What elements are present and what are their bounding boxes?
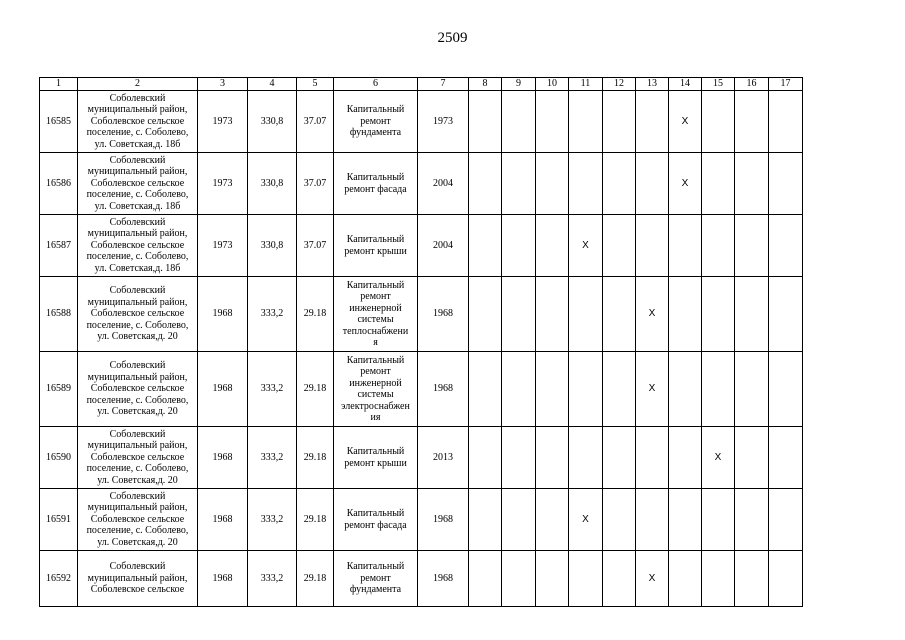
empty-cell bbox=[669, 489, 702, 551]
address-cell-line: Соболевское сельское bbox=[90, 177, 185, 189]
work-type-cell bbox=[334, 277, 418, 352]
work-type-cell-line: ремонт bbox=[360, 366, 391, 377]
empty-cell bbox=[536, 277, 569, 352]
address-cell-line: поселение, с. Соболево, bbox=[86, 463, 189, 475]
address-cell-line: муниципальный район, bbox=[87, 228, 188, 240]
work-type-cell-line: фундамента bbox=[349, 127, 402, 139]
header-cell: 10 bbox=[536, 78, 569, 91]
mark-cell: X bbox=[702, 427, 735, 489]
table-row bbox=[40, 352, 803, 427]
work-year-cell: 2013 bbox=[418, 427, 469, 489]
address-cell bbox=[78, 91, 198, 153]
address-cell bbox=[78, 551, 198, 607]
address-cell-line: Соболевское сельское bbox=[90, 115, 185, 127]
table-row bbox=[40, 153, 803, 215]
area-cell: 333,2 bbox=[248, 427, 297, 489]
year-cell: 1968 bbox=[198, 489, 248, 551]
empty-cell bbox=[569, 153, 603, 215]
wear-cell: 37.07 bbox=[297, 153, 334, 215]
address-cell-line: Соболевское сельское bbox=[90, 308, 185, 320]
address-cell-line: Соболевское сельское bbox=[90, 451, 185, 463]
empty-cell bbox=[569, 352, 603, 427]
empty-cell bbox=[469, 91, 502, 153]
header-cell: 1 bbox=[40, 78, 78, 91]
header-cell: 14 bbox=[669, 78, 702, 91]
empty-cell bbox=[536, 352, 569, 427]
table-row bbox=[40, 551, 803, 607]
work-type-cell bbox=[334, 91, 418, 153]
address-cell-line: Соболевский bbox=[109, 561, 166, 573]
work-year-cell: 1973 bbox=[418, 91, 469, 153]
address-cell-line: поселение, с. Соболево, bbox=[86, 127, 189, 139]
empty-cell bbox=[603, 489, 636, 551]
address-cell-line: поселение, с. Соболево, bbox=[86, 189, 189, 201]
address-cell-line: муниципальный район, bbox=[87, 502, 188, 514]
address-cell-line: Соболевский bbox=[109, 428, 166, 440]
empty-cell bbox=[536, 489, 569, 551]
work-type-cell-line: фундамента bbox=[349, 584, 402, 596]
empty-cell bbox=[536, 551, 569, 607]
address-cell bbox=[78, 215, 198, 277]
empty-cell bbox=[536, 91, 569, 153]
work-type-cell-line: ремонт bbox=[360, 572, 391, 584]
address-cell-line: поселение, с. Соболево, bbox=[86, 525, 189, 537]
empty-cell bbox=[769, 551, 803, 607]
header-cell: 5 bbox=[297, 78, 334, 91]
work-year-cell: 1968 bbox=[418, 489, 469, 551]
address-cell-line: Соболевский bbox=[109, 216, 166, 228]
work-type-cell-line: я bbox=[373, 337, 378, 348]
empty-cell bbox=[469, 277, 502, 352]
empty-cell bbox=[603, 215, 636, 277]
address-cell-line: поселение, с. Соболево, bbox=[86, 394, 189, 406]
empty-cell bbox=[603, 91, 636, 153]
wear-cell: 29.18 bbox=[297, 427, 334, 489]
area-cell: 333,2 bbox=[248, 352, 297, 427]
address-cell-line: Соболевское сельское bbox=[90, 239, 185, 251]
work-type-cell bbox=[334, 427, 418, 489]
header-cell: 12 bbox=[603, 78, 636, 91]
empty-cell bbox=[735, 352, 769, 427]
row-id-cell: 16588 bbox=[40, 277, 78, 352]
work-year-cell: 1968 bbox=[418, 551, 469, 607]
wear-cell: 29.18 bbox=[297, 352, 334, 427]
empty-cell bbox=[469, 153, 502, 215]
work-type-cell-line: Капитальный bbox=[346, 508, 405, 519]
row-id-cell: 16587 bbox=[40, 215, 78, 277]
address-cell-line: ул. Советская,д. 18б bbox=[94, 262, 181, 274]
empty-cell bbox=[702, 551, 735, 607]
empty-cell bbox=[702, 91, 735, 153]
mark-cell: X bbox=[636, 277, 669, 352]
work-type-cell-line: инженерной bbox=[349, 377, 402, 389]
header-cell: 11 bbox=[569, 78, 603, 91]
mark-cell: X bbox=[569, 215, 603, 277]
wear-cell: 29.18 bbox=[297, 489, 334, 551]
page-number: 2509 bbox=[437, 30, 468, 46]
address-cell-line: ул. Советская,д. 18б bbox=[94, 138, 181, 150]
empty-cell bbox=[636, 489, 669, 551]
address-cell-line: Соболевский bbox=[109, 360, 166, 372]
work-year-cell: 2004 bbox=[418, 153, 469, 215]
register-table bbox=[39, 77, 803, 607]
mark-cell: X bbox=[636, 352, 669, 427]
address-cell bbox=[78, 277, 198, 352]
work-type-cell-line: Капитальный bbox=[346, 104, 405, 116]
row-id-cell: 16592 bbox=[40, 551, 78, 607]
empty-cell bbox=[502, 551, 536, 607]
address-cell-line: муниципальный район, bbox=[87, 296, 188, 308]
empty-cell bbox=[469, 489, 502, 551]
empty-cell bbox=[735, 551, 769, 607]
work-type-cell-line: ремонт фасада bbox=[344, 519, 407, 531]
address-cell-line: ул. Советская,д. 20 bbox=[97, 331, 178, 343]
area-cell: 333,2 bbox=[248, 489, 297, 551]
empty-cell bbox=[769, 91, 803, 153]
year-cell: 1968 bbox=[198, 427, 248, 489]
table-row bbox=[40, 91, 803, 153]
address-cell-line: поселение, с. Соболево, bbox=[86, 251, 189, 263]
work-type-cell bbox=[334, 215, 418, 277]
header-cell: 4 bbox=[248, 78, 297, 91]
address-cell bbox=[78, 489, 198, 551]
row-id-cell: 16590 bbox=[40, 427, 78, 489]
empty-cell bbox=[769, 489, 803, 551]
empty-cell bbox=[636, 215, 669, 277]
year-cell: 1973 bbox=[198, 215, 248, 277]
address-cell-line: муниципальный район, bbox=[87, 166, 188, 178]
address-cell-line: Соболевский bbox=[109, 154, 166, 166]
empty-cell bbox=[469, 352, 502, 427]
mark-cell: X bbox=[636, 551, 669, 607]
address-cell-line: Соболевский bbox=[109, 285, 166, 297]
address-cell bbox=[78, 427, 198, 489]
address-cell-line: Соболевский bbox=[109, 490, 166, 502]
work-type-cell-line: Капитальный bbox=[346, 446, 405, 457]
empty-cell bbox=[502, 277, 536, 352]
work-type-cell-line: системы bbox=[357, 389, 394, 400]
work-year-cell: 2004 bbox=[418, 215, 469, 277]
address-cell-line: поселение, с. Соболево, bbox=[86, 319, 189, 331]
empty-cell bbox=[702, 277, 735, 352]
empty-cell bbox=[536, 427, 569, 489]
header-cell: 17 bbox=[769, 78, 803, 91]
address-cell-line: муниципальный район, bbox=[87, 104, 188, 116]
empty-cell bbox=[502, 352, 536, 427]
empty-cell bbox=[669, 277, 702, 352]
area-cell: 330,8 bbox=[248, 215, 297, 277]
work-type-cell-line: ия bbox=[370, 412, 381, 423]
address-cell-line: ул. Советская,д. 20 bbox=[97, 474, 178, 486]
area-cell: 333,2 bbox=[248, 277, 297, 352]
area-cell: 330,8 bbox=[248, 153, 297, 215]
empty-cell bbox=[536, 215, 569, 277]
work-type-cell-line: Капитальный bbox=[346, 354, 405, 366]
empty-cell bbox=[669, 352, 702, 427]
work-type-cell bbox=[334, 551, 418, 607]
table-row bbox=[40, 427, 803, 489]
mark-cell: X bbox=[569, 489, 603, 551]
empty-cell bbox=[469, 215, 502, 277]
header-cell: 2 bbox=[78, 78, 198, 91]
work-type-cell-line: Капитальный bbox=[346, 172, 405, 183]
empty-cell bbox=[502, 489, 536, 551]
work-type-cell bbox=[334, 153, 418, 215]
row-id-cell: 16591 bbox=[40, 489, 78, 551]
year-cell: 1968 bbox=[198, 551, 248, 607]
empty-cell bbox=[603, 277, 636, 352]
address-cell-line: муниципальный район, bbox=[87, 440, 188, 452]
empty-cell bbox=[769, 215, 803, 277]
empty-cell bbox=[702, 215, 735, 277]
empty-cell bbox=[569, 277, 603, 352]
header-cell: 9 bbox=[502, 78, 536, 91]
empty-cell bbox=[502, 427, 536, 489]
wear-cell: 37.07 bbox=[297, 215, 334, 277]
table-row bbox=[40, 277, 803, 352]
empty-cell bbox=[569, 551, 603, 607]
address-cell-line: муниципальный район, bbox=[87, 572, 188, 584]
area-cell: 330,8 bbox=[248, 91, 297, 153]
work-type-cell-line: электроснабжен bbox=[341, 400, 410, 412]
empty-cell bbox=[502, 91, 536, 153]
address-cell bbox=[78, 153, 198, 215]
work-type-cell-line: ремонт bbox=[360, 291, 391, 302]
empty-cell bbox=[735, 427, 769, 489]
work-type-cell-line: системы bbox=[357, 314, 394, 325]
empty-cell bbox=[735, 153, 769, 215]
wear-cell: 29.18 bbox=[297, 277, 334, 352]
empty-cell bbox=[603, 352, 636, 427]
empty-cell bbox=[603, 153, 636, 215]
work-year-cell: 1968 bbox=[418, 352, 469, 427]
empty-cell bbox=[702, 489, 735, 551]
empty-cell bbox=[469, 551, 502, 607]
wear-cell: 37.07 bbox=[297, 91, 334, 153]
empty-cell bbox=[735, 215, 769, 277]
header-cell: 3 bbox=[198, 78, 248, 91]
row-id-cell: 16585 bbox=[40, 91, 78, 153]
empty-cell bbox=[636, 153, 669, 215]
mark-cell: X bbox=[669, 91, 702, 153]
empty-cell bbox=[603, 427, 636, 489]
address-cell bbox=[78, 352, 198, 427]
empty-cell bbox=[636, 91, 669, 153]
header-cell: 16 bbox=[735, 78, 769, 91]
year-cell: 1968 bbox=[198, 352, 248, 427]
work-type-cell-line: Капитальный bbox=[346, 279, 405, 291]
header-cell: 6 bbox=[334, 78, 418, 91]
empty-cell bbox=[769, 153, 803, 215]
empty-cell bbox=[502, 153, 536, 215]
work-type-cell-line: теплоснабжени bbox=[342, 325, 409, 337]
empty-cell bbox=[735, 489, 769, 551]
work-type-cell-line: ремонт крыши bbox=[344, 457, 407, 469]
work-type-cell-line: Капитальный bbox=[346, 561, 405, 573]
address-cell-line: Соболевский bbox=[109, 92, 166, 104]
header-cell: 15 bbox=[702, 78, 735, 91]
table-header-row bbox=[40, 78, 803, 91]
header-cell: 8 bbox=[469, 78, 502, 91]
empty-cell bbox=[702, 352, 735, 427]
work-type-cell-line: ремонт фасада bbox=[344, 183, 407, 195]
empty-cell bbox=[636, 427, 669, 489]
empty-cell bbox=[603, 551, 636, 607]
empty-cell bbox=[536, 153, 569, 215]
empty-cell bbox=[769, 277, 803, 352]
table-body bbox=[40, 78, 803, 607]
empty-cell bbox=[502, 215, 536, 277]
row-id-cell: 16586 bbox=[40, 153, 78, 215]
address-cell-line: Соболевское сельское bbox=[90, 584, 185, 596]
row-id-cell: 16589 bbox=[40, 352, 78, 427]
header-cell: 7 bbox=[418, 78, 469, 91]
empty-cell bbox=[702, 153, 735, 215]
year-cell: 1973 bbox=[198, 153, 248, 215]
empty-cell bbox=[669, 427, 702, 489]
address-cell-line: ул. Советская,д. 20 bbox=[97, 536, 178, 548]
table-row bbox=[40, 215, 803, 277]
address-cell-line: Соболевское сельское bbox=[90, 513, 185, 525]
work-type-cell-line: Капитальный bbox=[346, 234, 405, 245]
address-cell-line: Соболевское сельское bbox=[90, 383, 185, 395]
work-type-cell bbox=[334, 352, 418, 427]
table-row bbox=[40, 489, 803, 551]
mark-cell: X bbox=[669, 153, 702, 215]
wear-cell: 29.18 bbox=[297, 551, 334, 607]
empty-cell bbox=[735, 91, 769, 153]
empty-cell bbox=[569, 91, 603, 153]
work-type-cell-line: ремонт крыши bbox=[344, 245, 407, 257]
empty-cell bbox=[735, 277, 769, 352]
work-type-cell-line: ремонт bbox=[360, 115, 391, 127]
work-type-cell bbox=[334, 489, 418, 551]
year-cell: 1973 bbox=[198, 91, 248, 153]
empty-cell bbox=[769, 352, 803, 427]
address-cell-line: ул. Советская,д. 18б bbox=[94, 200, 181, 212]
empty-cell bbox=[669, 215, 702, 277]
address-cell-line: ул. Советская,д. 20 bbox=[97, 406, 178, 418]
header-cell: 13 bbox=[636, 78, 669, 91]
address-cell-line: муниципальный район, bbox=[87, 371, 188, 383]
empty-cell bbox=[469, 427, 502, 489]
area-cell: 333,2 bbox=[248, 551, 297, 607]
empty-cell bbox=[669, 551, 702, 607]
work-type-cell-line: инженерной bbox=[349, 302, 402, 314]
empty-cell bbox=[569, 427, 603, 489]
year-cell: 1968 bbox=[198, 277, 248, 352]
empty-cell bbox=[769, 427, 803, 489]
work-year-cell: 1968 bbox=[418, 277, 469, 352]
